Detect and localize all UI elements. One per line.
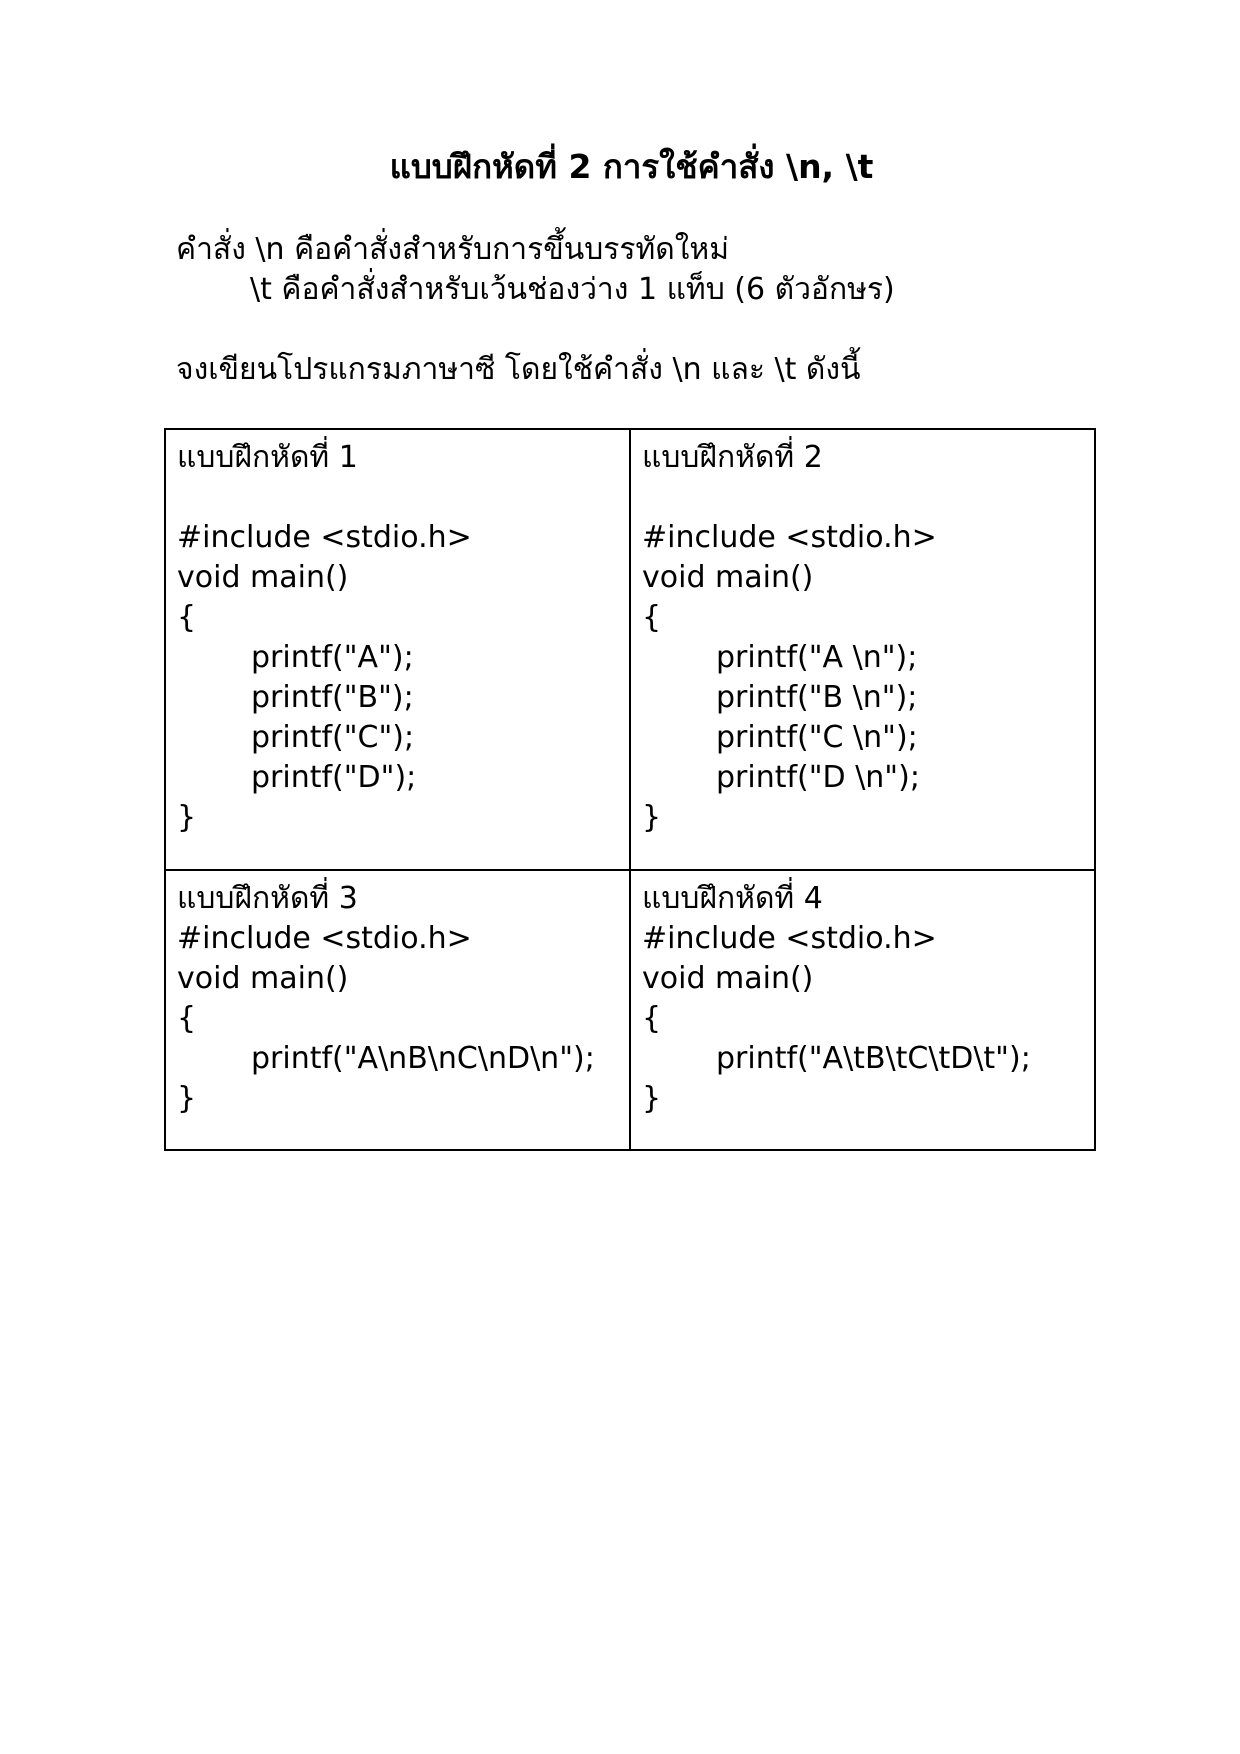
exercise-cell-2 bbox=[631, 430, 1096, 871]
code-include: #include <stdio.h> bbox=[642, 921, 937, 956]
code-statement: printf("A\nB\nC\nD\n"); bbox=[251, 1041, 595, 1076]
page-title: แบบฝึกหัดที่ 2 การใช้คำสั่ง \n, \t bbox=[389, 147, 874, 186]
code-statement: printf("D"); bbox=[251, 760, 417, 795]
code-statement: printf("A"); bbox=[251, 640, 414, 675]
code-include: #include <stdio.h> bbox=[177, 921, 472, 956]
code-statement: printf("A \n"); bbox=[716, 640, 918, 675]
exercise-heading: แบบฝึกหัดที่ 1 bbox=[177, 440, 358, 475]
code-close-brace: } bbox=[177, 800, 197, 835]
code-statement: printf("B"); bbox=[251, 680, 414, 715]
code-close-brace: } bbox=[642, 800, 662, 835]
exercise-heading: แบบฝึกหัดที่ 3 bbox=[177, 881, 358, 916]
intro-newline-description: คำสั่ง \n คือคำสั่งสำหรับการขึ้นบรรทัดใหม่ bbox=[176, 232, 729, 267]
code-open-brace: { bbox=[642, 1001, 662, 1036]
code-main: void main() bbox=[177, 560, 349, 595]
code-main: void main() bbox=[642, 961, 814, 996]
exercise-cell-3 bbox=[166, 871, 631, 1151]
intro-tab-description: \t คือคำสั่งสำหรับเว้นช่องว่าง 1 แท็บ (6 ตัวอักษร) bbox=[250, 272, 895, 307]
exercise-cell-4 bbox=[631, 871, 1096, 1151]
code-main: void main() bbox=[642, 560, 814, 595]
exercise-table bbox=[164, 428, 1096, 1151]
code-open-brace: { bbox=[642, 600, 662, 635]
exercise-heading: แบบฝึกหัดที่ 2 bbox=[642, 440, 823, 475]
code-statement: printf("A\tB\tC\tD\t"); bbox=[716, 1041, 1031, 1076]
code-statement: printf("D \n"); bbox=[716, 760, 920, 795]
exercise-cell-1 bbox=[166, 430, 631, 871]
code-close-brace: } bbox=[177, 1081, 197, 1116]
code-include: #include <stdio.h> bbox=[177, 520, 472, 555]
code-include: #include <stdio.h> bbox=[642, 520, 937, 555]
intro-instruction: จงเขียนโปรแกรมภาษาซี โดยใช้คำสั่ง \n และ \t ดังนี้ bbox=[176, 352, 861, 387]
code-statement: printf("C \n"); bbox=[716, 720, 918, 755]
code-statement: printf("B \n"); bbox=[716, 680, 918, 715]
code-open-brace: { bbox=[177, 600, 197, 635]
code-open-brace: { bbox=[177, 1001, 197, 1036]
code-statement: printf("C"); bbox=[251, 720, 415, 755]
code-close-brace: } bbox=[642, 1081, 662, 1116]
exercise-heading: แบบฝึกหัดที่ 4 bbox=[642, 881, 823, 916]
code-main: void main() bbox=[177, 961, 349, 996]
